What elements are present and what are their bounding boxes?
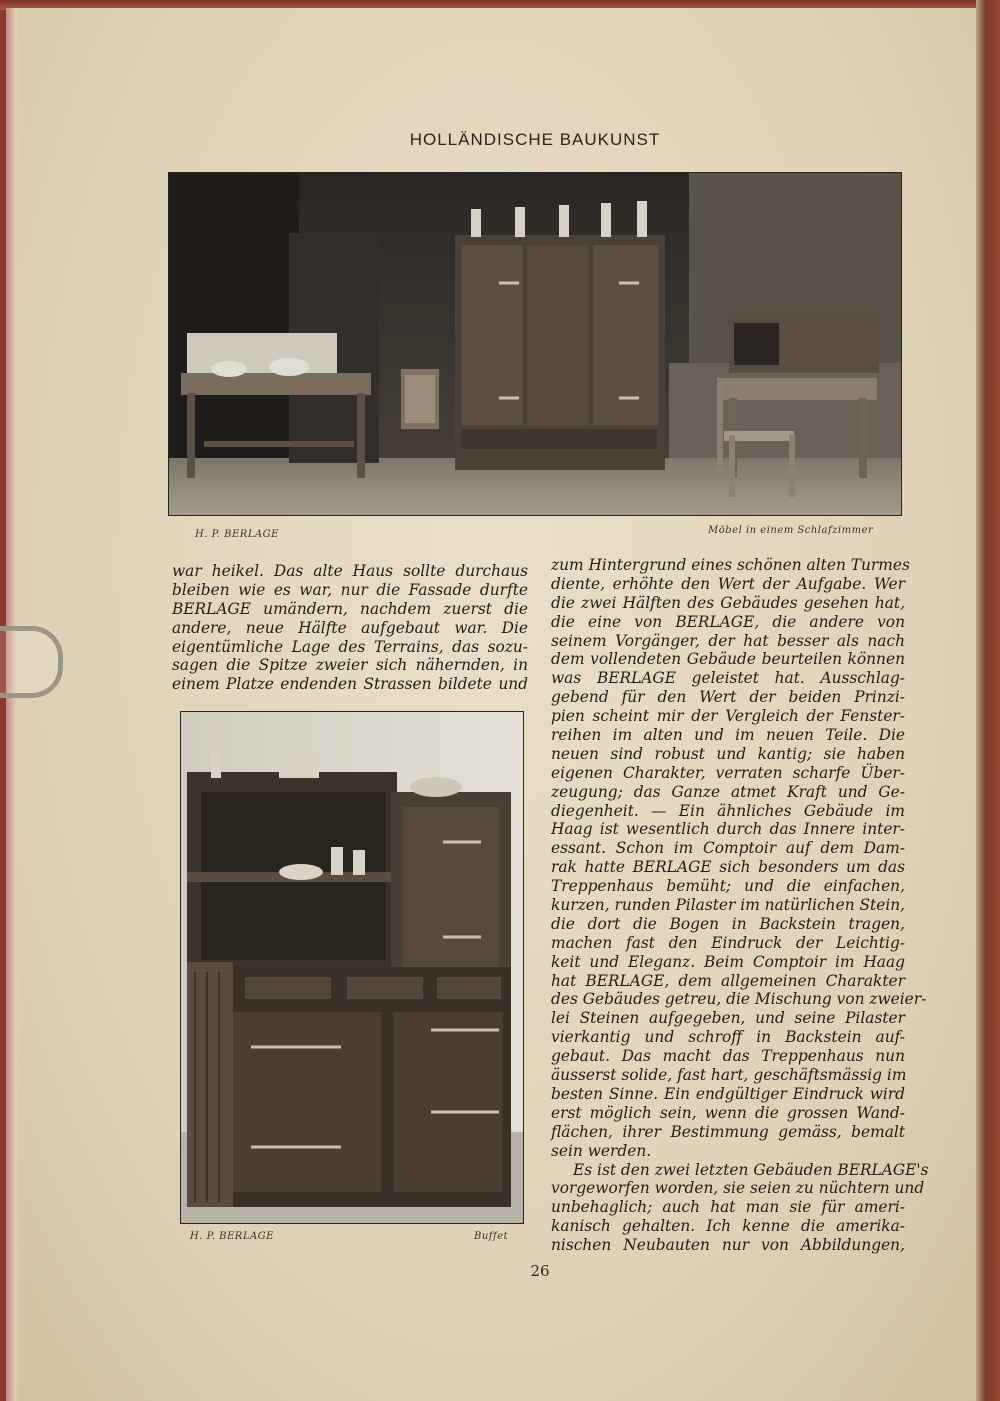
text-line: einem Platze endenden Strassen bildete und — [172, 675, 528, 694]
text-line: die eine von BERLAGE, die andere von — [551, 612, 905, 631]
text-line: BERLAGE umändern, nachdem zuerst die — [172, 599, 528, 618]
text-line: pien scheint mir der Vergleich der Fenster- — [551, 707, 905, 726]
buffet-image — [181, 712, 523, 1223]
text-line: flächen, ihrer Bestimmung gemäss, bemalt — [551, 1122, 905, 1141]
buffet-photo — [180, 711, 524, 1224]
text-line: dem vollendeten Gebäude beurteilen können — [551, 650, 905, 669]
text-line: diente, erhöhte den Wert der Aufgabe. Wer — [551, 574, 905, 593]
text-line: kanisch gehalten. Ich kenne die amerika- — [551, 1217, 905, 1236]
text-line: lei Steinen aufgegeben, und seine Pilaster — [551, 1009, 905, 1028]
text-line: die dort die Bogen in Backstein tragen, — [551, 914, 905, 933]
book-cover-right-edge — [976, 0, 1000, 1401]
text-line: vorgeworfen worden, sie seien zu nüchtern und — [551, 1179, 925, 1198]
text-line: machen fast den Eindruck der Leichtig- — [551, 933, 905, 952]
text-line: eigentümliche Lage des Terrains, das sozu- — [172, 637, 528, 656]
page-gutter — [6, 8, 20, 1401]
text-line: gebaut. Das macht das Treppenhaus nun — [551, 1047, 905, 1066]
text-line: rak hatte BERLAGE sich besonders um das — [551, 858, 905, 877]
left-text-column — [172, 562, 528, 694]
text-line: unbehaglich; auch hat man sie für ameri- — [551, 1198, 905, 1217]
text-line: besten Sinne. Ein endgültiger Eindruck wird — [551, 1084, 905, 1103]
text-line: eigenen Charakter, verraten scharfe Über- — [551, 763, 905, 782]
text-line: äusserst solide, fast hart, geschäftsmässig im — [551, 1066, 907, 1085]
text-line: andere, neue Hälfte aufgebaut war. Die — [172, 618, 528, 637]
text-line: war heikel. Das alte Haus sollte durchaus — [172, 562, 528, 580]
text-line: keit und Eleganz. Beim Comptoir im Haag — [551, 952, 905, 971]
text-line: des Gebäudes getreu, die Mischung von zweier- — [551, 990, 927, 1009]
text-line: reihen im alten und im neuen Teile. Die — [551, 726, 905, 745]
text-line: kurzen, runden Pilaster im natürlichen Stein, — [551, 896, 906, 915]
text-line: essant. Schon im Comptoir auf dem Dam- — [551, 839, 905, 858]
text-line: zum Hintergrund eines schönen alten Turmes — [551, 556, 910, 574]
text-line: seinem Vorgänger, der hat besser als nach — [551, 631, 905, 650]
text-line: gebend für den Wert der beiden Prinzi- — [551, 688, 905, 707]
text-line: sagen die Spitze zweier sich nähernden, in — [172, 656, 528, 675]
text-line: bleiben wie es war, nur die Fassade durfte — [172, 580, 528, 599]
text-line: Treppenhaus bemüht; und die einfachen, — [551, 877, 905, 896]
paper-clip — [0, 626, 63, 698]
text-line: hat BERLAGE, dem allgemeinen Charakter — [551, 971, 905, 990]
text-line: zeugung; das Ganze atmet Kraft und Ge- — [551, 782, 905, 801]
figure2-caption-author: H. P. BERLAGE — [190, 1231, 274, 1242]
text-line: sein werden. — [551, 1141, 652, 1160]
bedroom-furniture-photo — [168, 172, 902, 516]
text-line: Es ist den zwei letzten Gebäuden BERLAGE's — [573, 1160, 929, 1179]
bedroom-furniture-image — [169, 173, 901, 515]
text-line: diegenheit. — Ein ähnliches Gebäude im — [551, 801, 905, 820]
text-line: die zwei Hälften des Gebäudes gesehen hat, — [551, 593, 905, 612]
figure1-caption-title: Möbel in einem Schlafzimmer — [708, 525, 874, 536]
text-line: was BERLAGE geleistet hat. Ausschlag- — [551, 669, 905, 688]
text-line: Haag ist wesentlich durch das Innere inter- — [551, 820, 905, 839]
text-line: neuen sind robust und kantig; sie haben — [551, 744, 905, 763]
page-number: 26 — [530, 1262, 550, 1280]
running-head: HOLLÄNDISCHE BAUKUNST — [409, 130, 661, 149]
text-line: nischen Neubauten nur von Abbildungen, — [551, 1236, 905, 1255]
right-text-column — [551, 556, 929, 1255]
text-line: erst möglich sein, wenn die grossen Wand- — [551, 1103, 905, 1122]
text-line: vierkantig und schroff in Backstein auf- — [551, 1028, 905, 1047]
figure2-caption-title: Buffet — [474, 1231, 509, 1242]
figure1-caption-author: H. P. BERLAGE — [195, 529, 279, 540]
